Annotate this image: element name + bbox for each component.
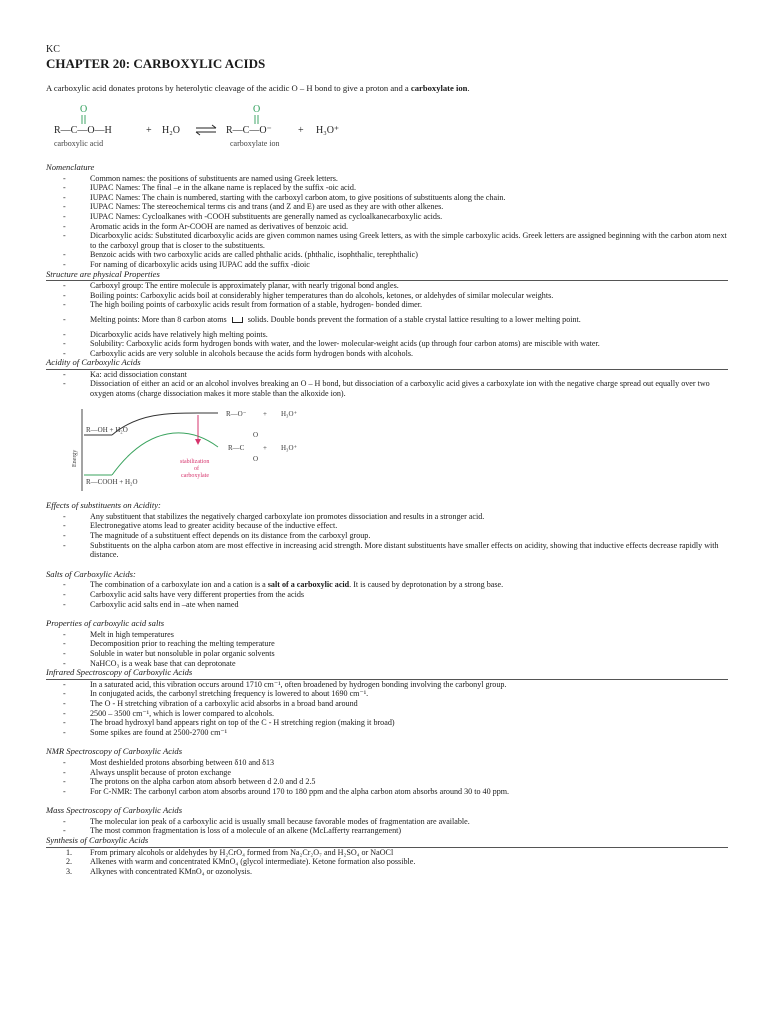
list-item: - IUPAC Names: Cycloalkanes with -COOH substituents are generally named as cycloalkanecarboxylic acids. [63, 211, 443, 221]
list-item: - Carboxylic acids are very soluble in alcohols because the acids form hydrogen bonds with alcohols. [63, 348, 413, 358]
section-title: Synthesis of Carboxylic Acids [46, 836, 728, 848]
list-item: - Benzoic acids with two carboxylic acids are called phthalic acids. (phthalic, isophthalic, terephthalic) [63, 250, 418, 260]
list-item: - Always unsplit because of proton exchange [63, 767, 231, 777]
list-item-melting-points: - Melting points: More than 8 carbon atoms solids. Double bonds prevent the formation of a stable crystal lattice resulting to a lower melting point. [63, 314, 581, 324]
reaction-hydronium: H₃O⁺ [316, 125, 340, 136]
section-nomenclature [46, 163, 728, 270]
list-item: - Aromatic acids in the form Ar-COOH are named as derivatives of benzoic acid. [63, 221, 349, 231]
list-item: - Solubility: Carboxylic acids form hydrogen bonds with water, and the lower- molecular-weight acids (up through four carbon atoms) are miscible with water. [63, 339, 600, 349]
intro-paragraph [46, 83, 470, 93]
product-plus-2: + [263, 443, 267, 452]
reaction-plus-2: + [298, 125, 304, 136]
section-nmr-spectroscopy [46, 747, 728, 796]
section-acidity [46, 358, 728, 501]
product-alkoxide-label: R—O⁻ [226, 409, 247, 418]
list-item: - The broad hydroxyl band appears right on top of the C - H stretching region (making it broad) [63, 718, 395, 728]
acidity-energy-diagram [68, 405, 318, 495]
list-item: - Soluble in water but nonsoluble in polar organic solvents [63, 648, 275, 658]
section-title: NMR Spectroscopy of Carboxylic Acids [46, 746, 183, 757]
intro-period: . [467, 83, 470, 93]
product-h3o-2: H₃O⁺ [281, 443, 298, 452]
list-item: - For naming of dicarboxylic acids using IUPAC add the suffix -dioic [63, 259, 310, 269]
acid-curve [112, 433, 218, 475]
stabilization-label-3: carboxylate [181, 472, 209, 479]
list-item: - Melt in high temperatures [63, 629, 174, 639]
list-item: - The molecular ion peak of a carboxylic acid is usually small because favorable modes of fragmentation are available. [63, 816, 470, 826]
list-item: - Carboxylic acid salts have very different properties from the acids [63, 590, 305, 599]
section-title: Effects of substituents on Acidity: [46, 500, 161, 511]
list-item: 2. Alkenes with warm and concentrated KMnO₄ (glycol intermediate). Ketone formation also possible. [66, 857, 416, 867]
list-item: - The O - H stretching vibration of a carboxylic acid absorbs in a broad band around [63, 698, 358, 708]
acid-carbonyl-o: O [80, 104, 88, 115]
carboxylate-o-bottom: O [253, 454, 259, 463]
list-item: - NaHCO₃ is a weak base that can deprotonate [63, 658, 236, 668]
stabilization-label-1: stabilization [180, 458, 210, 465]
list-item: - Carboxyl group: The entire molecule is approximately planar, with nearly trigonal bond angles. [63, 281, 399, 291]
list-item: - Boiling points: Carboxylic acids boil at considerably higher temperatures than do alcohols, ketones, or aldehydes of similar molecular weights. [63, 290, 554, 300]
section-title: Acidity of Carboxylic Acids [46, 358, 728, 370]
section-mass-spectroscopy [46, 806, 728, 836]
intro-text: A carboxylic acid donates protons by heterolytic cleavage of the acidic O – H bond to give a proton and a [46, 83, 411, 93]
list-item: - The high boiling points of carboxylic acids result from formation of a stable, hydrogen- bonded dimer. [63, 300, 422, 310]
list-item: - IUPAC Names: The chain is numbered, starting with the carboxyl carbon atom, to give positions of substituents along the chain. [63, 192, 506, 202]
carboxylate-o-top: O [253, 430, 259, 439]
ion-formula: R—C—O⁻ [226, 125, 272, 136]
list-item: - The combination of a carboxylate ion and a cation is a salt of a carboxylic acid. It is caused by deprotonation by a strong base. [63, 580, 504, 590]
ion-carbonyl-o: O [253, 104, 261, 115]
list-item: - Dicarboxylic acids: Substituted dicarboxylic acids are given common names using Greek letters, as with the simple carboxylic acids. Greek letters are assigned beginning with the carbon atom next to the carboxyl group that is closer to the substituents. [63, 231, 727, 250]
section-title: Nomenclature [46, 162, 95, 172]
list-item: - Ka: acid dissociation constant [63, 369, 187, 379]
section-synthesis [46, 836, 728, 876]
carboxylic-acid-structure [54, 104, 112, 148]
section-title: Structure are physical Properties [46, 270, 728, 282]
list-item: - Electronegative atoms lead to greater acidity because of the inductive effect. [63, 521, 338, 531]
list-item: - Most deshielded protons absorbing between δ10 and δ13 [63, 757, 275, 767]
author-initials: KC [46, 44, 60, 55]
product-h3o-1: H₃O⁺ [281, 409, 298, 418]
product-carboxylate-label: R—C [228, 443, 245, 452]
section-salts [46, 570, 728, 609]
list-item: - Common names: the positions of substituents are named using Greek letters. [63, 173, 338, 183]
list-item: - Decomposition prior to reaching the melting temperature [63, 639, 275, 649]
list-item: - In a saturated acid, this vibration occurs around 1710 cm⁻¹, often broadened by hydrogen bonding involving the carbonyl group. [63, 679, 507, 689]
list-item: - In conjugated acids, the carbonyl stretching frequency is lowered to about 1690 cm⁻¹. [63, 689, 369, 699]
list-item: - For C-NMR: The carbonyl carbon atom absorbs around 170 to 180 ppm and the alpha carbon atom absorbs around 30 to 40 ppm. [63, 786, 510, 796]
section-title: Mass Spectroscopy of Carboxylic Acids [46, 805, 183, 816]
section-title: Infrared Spectroscopy of Carboxylic Acids [46, 668, 728, 680]
list-item: 1. From primary alcohols or aldehydes by H₂CrO₄ formed from Na₂Cr₂O₇ and H₂SO₄ or NaOCl [66, 847, 394, 857]
section-physical-properties [46, 270, 728, 359]
list-item: - Carboxylic acid salts end in –ate when named [63, 599, 239, 609]
notes-body [46, 163, 728, 876]
bold-term: salt of a carboxylic acid [267, 580, 350, 590]
section-ir-spectroscopy [46, 668, 728, 737]
section-title: Properties of carboxylic acid salts [46, 618, 165, 629]
acid-formula: R—C—O—H [54, 125, 112, 136]
list-item: - IUPAC Names: The final –e in the alkane name is replaced by the suffix -oic acid. [63, 183, 356, 193]
reactant-alcohol-label: R—OH + H₂O [86, 425, 128, 434]
list-item: - Any substituent that stabilizes the negatively charged carboxylate ion promotes dissociation and results in a stronger acid. [63, 511, 485, 521]
reaction-water: H₂O [162, 125, 180, 136]
chapter-title: CHAPTER 20: CARBOXYLIC ACIDS [46, 56, 266, 71]
section-salt-properties [46, 619, 728, 668]
section-substituent-effects [46, 501, 728, 560]
reactant-acid-label: R—COOH + H₂O [86, 477, 138, 486]
dissociation-reaction-scheme [46, 100, 366, 156]
list-item: 3. Alkynes with concentrated KMnO₄ or ozonolysis. [66, 866, 252, 876]
list-item: - IUPAC Names: The stereochemical terms cis and trans (and Z and E) are used as they are with other alkenes. [63, 202, 444, 212]
ion-label: carboxylate ion [230, 139, 280, 148]
alcohol-curve [112, 413, 218, 435]
list-item: - Substituents on the alpha carbon atom are most effective in increasing acid strength. More distant substituents have smaller effects on acidity, showing that inductive effects decrease rapidly with distance. [63, 540, 719, 560]
section-title: Salts of Carboxylic Acids: [46, 568, 136, 579]
list-item: - The most common fragmentation is loss of a molecule of an alkene (McLafferty rearrangement) [63, 826, 402, 836]
carboxylate-ion-structure [226, 104, 280, 148]
stabilization-label-2: of [194, 465, 199, 472]
list-item: - 2500 – 3500 cm⁻¹, which is lower compared to alcohols. [63, 708, 275, 718]
list-item: - The magnitude of a substituent effect depends on its distance from the carboxyl group. [63, 531, 371, 541]
intro-bold-term: carboxylate ion [410, 83, 468, 93]
list-item: - Dicarboxylic acids have relatively high melting points. [63, 329, 268, 339]
list-item: - Some spikes are found at 2500-2700 cm⁻¹ [63, 727, 228, 737]
acid-label: carboxylic acid [54, 139, 104, 148]
arrow-glyph [232, 317, 243, 323]
product-plus-1: + [263, 409, 267, 418]
equilibrium-arrow [196, 125, 216, 135]
energy-axis-label: Energy [72, 449, 78, 467]
list-item: - Dissociation of either an acid or an alcohol involves breaking an O – H bond, but dissociation of a carboxylic acid gives a carboxylate ion with the negative charge spread out equally over two oxygen atoms (charge dissociation makes it more stable than the alkoxide ion). [63, 379, 710, 399]
reaction-plus-1: + [146, 125, 152, 136]
list-item: - The protons on the alpha carbon atom absorb between d 2.0 and d 2.5 [63, 777, 316, 787]
